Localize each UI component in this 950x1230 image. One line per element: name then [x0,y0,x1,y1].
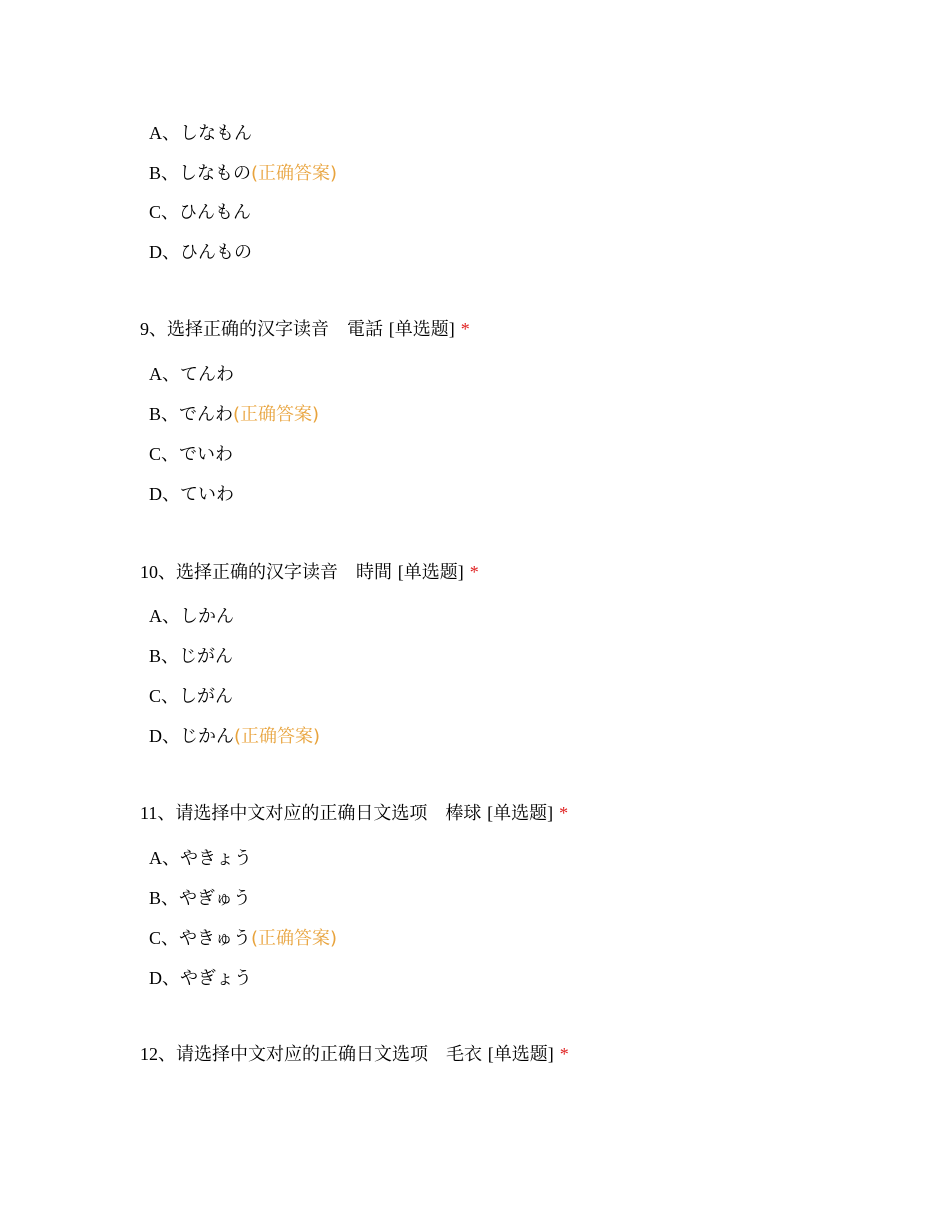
question-word: 電話 [347,319,383,340]
option-letter: D、 [149,484,180,504]
option-text: しかん [180,606,234,627]
q10-option-d[interactable] [149,723,320,749]
correct-answer-note: (正确答案) [233,404,320,425]
option-letter: A、 [149,606,180,626]
option-letter: B、 [149,163,180,183]
option-letter: C、 [149,686,180,706]
q8-option-d[interactable] [149,239,252,265]
option-text: やぎゅう [179,888,252,909]
option-text: ひんもん [179,202,252,223]
option-letter: A、 [149,848,180,868]
question-number: 10、 [140,562,176,582]
q9-option-d[interactable] [149,481,234,507]
option-text: やきょう [180,848,252,869]
question-word: 時間 [356,562,392,583]
question-type: [单选题] [487,803,554,823]
option-text: ていわ [180,484,234,505]
option-letter: B、 [149,404,180,424]
option-text: でいわ [179,444,234,465]
q11-title [140,799,568,827]
q10-option-c[interactable] [149,683,233,709]
question-word: 棒球 [445,803,482,824]
option-letter: D、 [149,726,180,746]
option-letter: C、 [149,444,180,464]
option-letter: C、 [149,928,180,948]
q9-option-b[interactable] [149,401,319,427]
correct-answer-note: (正确答案) [251,163,338,184]
option-text: やきゅう [179,928,252,949]
q8-option-c[interactable] [149,199,251,225]
question-number: 12、 [140,1044,176,1064]
option-letter: B、 [149,646,180,666]
option-letter: B、 [149,888,180,908]
correct-answer-note: (正确答案) [251,928,338,949]
option-text: てんわ [180,364,234,385]
q9-option-c[interactable] [149,441,233,467]
q10-option-b[interactable] [149,643,233,669]
option-text: しがん [179,686,234,707]
question-prompt: 选择正确的汉字读音 [176,562,338,583]
required-mark: * [460,319,470,339]
option-text: じがん [179,646,234,667]
q8-option-a[interactable] [149,120,252,146]
required-mark: * [559,1044,569,1064]
question-number: 9、 [140,319,167,339]
q11-option-c[interactable] [149,925,337,951]
correct-answer-note: (正确答案) [234,726,321,747]
option-text: やぎょう [180,968,252,989]
question-prompt: 请选择中文对应的正确日文选项 [176,1044,428,1065]
q12-title [140,1040,569,1068]
question-number: 11、 [140,803,176,823]
option-letter: D、 [149,242,180,262]
q9-title [140,315,470,343]
option-text: ひんもの [180,242,252,263]
option-letter: C、 [149,202,180,222]
question-prompt: 选择正确的汉字读音 [167,319,329,340]
required-mark: * [559,803,569,823]
question-type: [单选题] [388,319,455,339]
required-mark: * [469,562,479,582]
q8-option-b[interactable] [149,160,337,186]
q11-option-a[interactable] [149,845,252,871]
question-prompt: 请选择中文对应的正确日文选项 [175,803,428,824]
option-text: でんわ [179,404,234,425]
q10-title [140,558,479,586]
q9-option-a[interactable] [149,361,234,387]
option-letter: D、 [149,968,180,988]
question-type: [单选题] [397,562,464,582]
question-type: [单选题] [487,1044,554,1064]
question-word: 毛衣 [446,1044,482,1065]
option-text: しなもの [179,163,252,184]
option-text: しなもん [180,123,252,144]
q11-option-d[interactable] [149,965,252,991]
option-text: じかん [180,726,234,747]
option-letter: A、 [149,364,180,384]
q11-option-b[interactable] [149,885,251,911]
option-letter: A、 [149,123,180,143]
q10-option-a[interactable] [149,603,234,629]
